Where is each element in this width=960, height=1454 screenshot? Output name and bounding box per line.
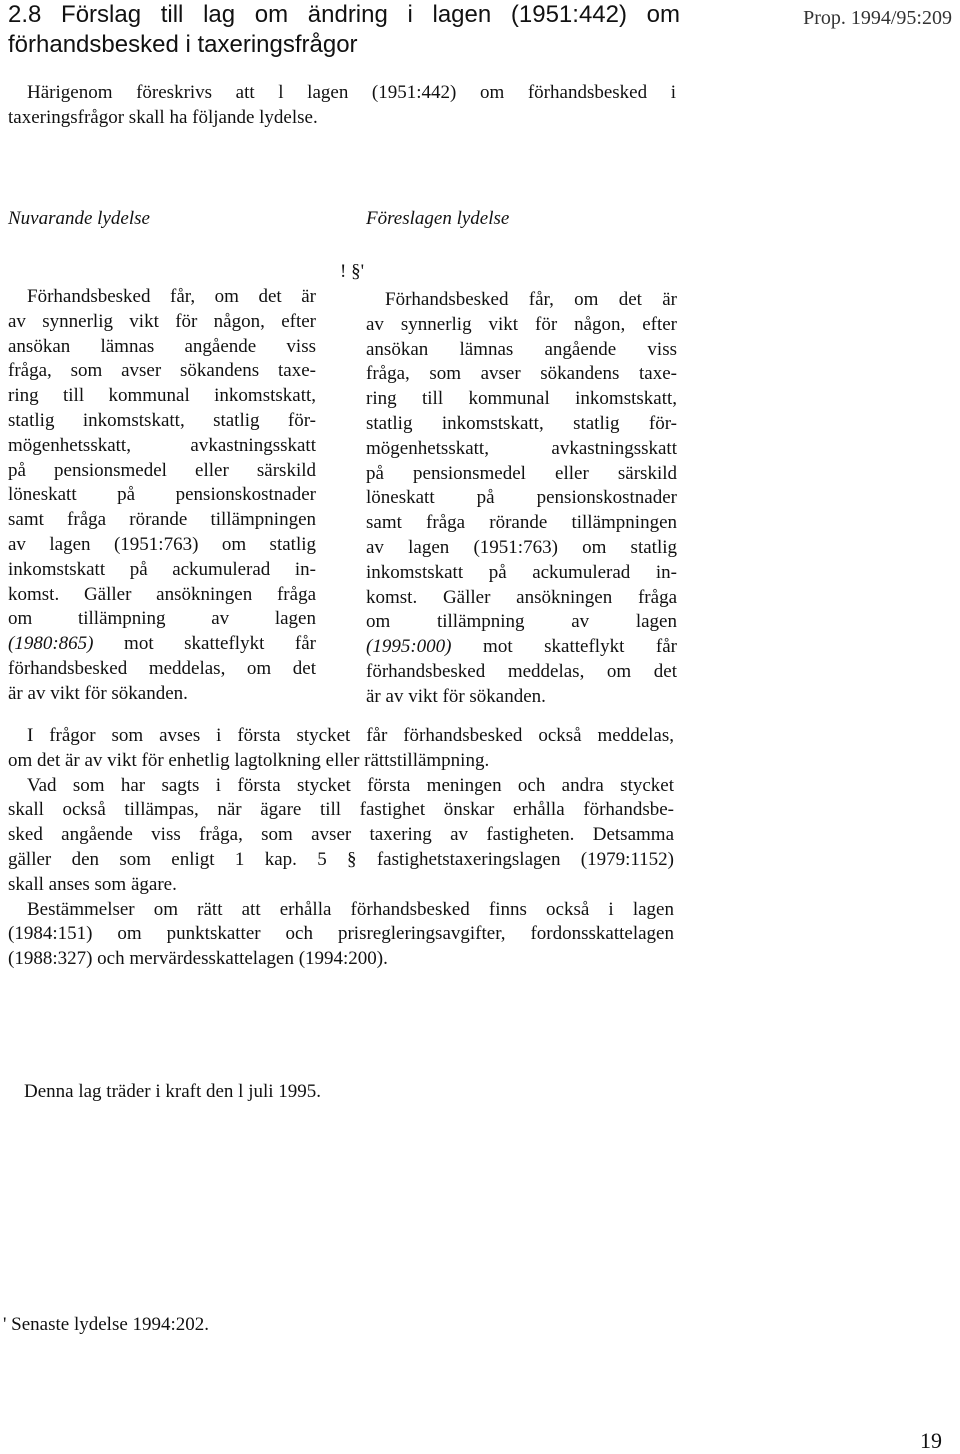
text-line: statlig inkomstskatt, statlig för- xyxy=(366,412,677,434)
text-fragment: mot skatteflykt får xyxy=(93,633,316,655)
footnote: ' Senaste lydelse 1994:202. xyxy=(3,1314,210,1335)
text-fragment: mot skatteflykt får xyxy=(451,636,677,658)
body-text xyxy=(8,724,674,972)
proposed-wording-text xyxy=(366,288,677,710)
text-line: om tillämpning av lagen xyxy=(366,611,677,633)
page-number: 19 xyxy=(920,1428,942,1453)
text-line: om det är av vikt för enhetlig lagtolkning eller rättstillämpning. xyxy=(8,749,490,771)
text-line: I frågor som avses i första stycket får förhandsbesked också meddelas, xyxy=(27,725,674,746)
statute-reference: (1995:000) xyxy=(366,636,452,658)
text-line: ring till kommunal inkomstskatt, xyxy=(366,388,677,410)
text-line: ansökan lämnas angående viss xyxy=(8,335,316,357)
text-line: samt fråga rörande tillämpningen xyxy=(8,509,316,531)
text-line: om tillämpning av lagen xyxy=(8,608,316,630)
heading-line: 2.8 Förslag till lag om ändring i lagen (1951:442) om xyxy=(8,1,680,28)
current-wording-heading: Nuvarande lydelse xyxy=(8,208,150,229)
text-line: är av vikt för sökanden. xyxy=(8,682,188,704)
text-line: löneskatt på pensionskostnader xyxy=(366,487,677,509)
heading-line: förhandsbesked i taxeringsfrågor xyxy=(8,31,358,58)
proposed-wording-heading: Föreslagen lydelse xyxy=(366,208,510,229)
text-line: Förhandsbesked får, om det är xyxy=(385,289,677,310)
text-line: Vad som har sagts i första stycket första meningen och andra stycket xyxy=(27,774,674,796)
section-marker: ! §' xyxy=(340,261,365,282)
text-line: komst. Gäller ansökningen fråga xyxy=(8,583,316,605)
text-line: skall också tillämpas, när ägare till fastighet önskar erhålla förhandsbe- xyxy=(8,799,674,821)
text-line: sked angående viss fråga, som avser taxering av fastigheten. Detsamma xyxy=(8,824,674,846)
text-line: på pensionsmedel eller särskild xyxy=(8,459,316,481)
text-line: är av vikt för sökanden. xyxy=(366,685,546,707)
text-line: förhandsbesked meddelas, om det xyxy=(8,657,316,679)
text-line: ansökan lämnas angående viss xyxy=(366,338,677,360)
current-wording-text xyxy=(8,285,316,707)
text-line: Bestämmelser om rätt att erhålla förhandsbesked finns också i lagen xyxy=(27,898,674,920)
text-line: Förhandsbesked får, om det är xyxy=(27,286,316,307)
statute-reference: (1980:865) xyxy=(8,633,94,655)
text-line: fråga, som avser sökandens taxe- xyxy=(8,360,316,382)
text-line: mögenhetsskatt, avkastningsskatt xyxy=(366,437,677,459)
text-line: (1984:151) om punktskatter och prisregleringsavgifter, fordonsskattelagen xyxy=(8,923,674,945)
text-line: av lagen (1951:763) om statlig xyxy=(8,533,316,555)
text-line: på pensionsmedel eller särskild xyxy=(366,462,677,484)
text-line: statlig inkomstskatt, statlig för- xyxy=(8,409,316,431)
intro-paragraph xyxy=(8,80,676,130)
text-line: av lagen (1951:763) om statlig xyxy=(366,536,677,558)
text-line: samt fråga rörande tillämpningen xyxy=(366,512,677,534)
text-line: komst. Gäller ansökningen fråga xyxy=(366,586,677,608)
text-line: inkomstskatt på ackumulerad in- xyxy=(8,558,316,580)
text-line xyxy=(366,635,677,660)
text-line: inkomstskatt på ackumulerad in- xyxy=(366,561,677,583)
text-line: mögenhetsskatt, avkastningsskatt xyxy=(8,434,316,456)
text-line: (1988:327) och mervärdesskattelagen (1994:200). xyxy=(8,948,388,970)
text-line xyxy=(8,632,316,657)
text-line: löneskatt på pensionskostnader xyxy=(8,484,316,506)
document-heading xyxy=(8,0,680,60)
text-line: förhandsbesked meddelas, om det xyxy=(366,660,677,682)
text-line: ring till kommunal inkomstskatt, xyxy=(8,385,316,407)
text-line: skall anses som ägare. xyxy=(8,873,177,895)
intro-line: Härigenom föreskrivs att l lagen (1951:442) om förhandsbesked i xyxy=(27,82,676,103)
text-line: fråga, som avser sökandens taxe- xyxy=(366,363,677,385)
proposition-reference: Prop. 1994/95:209 xyxy=(803,7,952,29)
text-line: av synnerlig vikt för någon, efter xyxy=(8,310,316,332)
intro-line: taxeringsfrågor skall ha följande lydelse. xyxy=(8,107,318,128)
text-line: av synnerlig vikt för någon, efter xyxy=(366,313,677,335)
text-line: gäller den som enligt 1 kap. 5 § fastighetstaxeringslagen (1979:1152) xyxy=(8,848,674,870)
entry-into-force-statement: Denna lag träder i kraft den l juli 1995. xyxy=(24,1081,322,1102)
